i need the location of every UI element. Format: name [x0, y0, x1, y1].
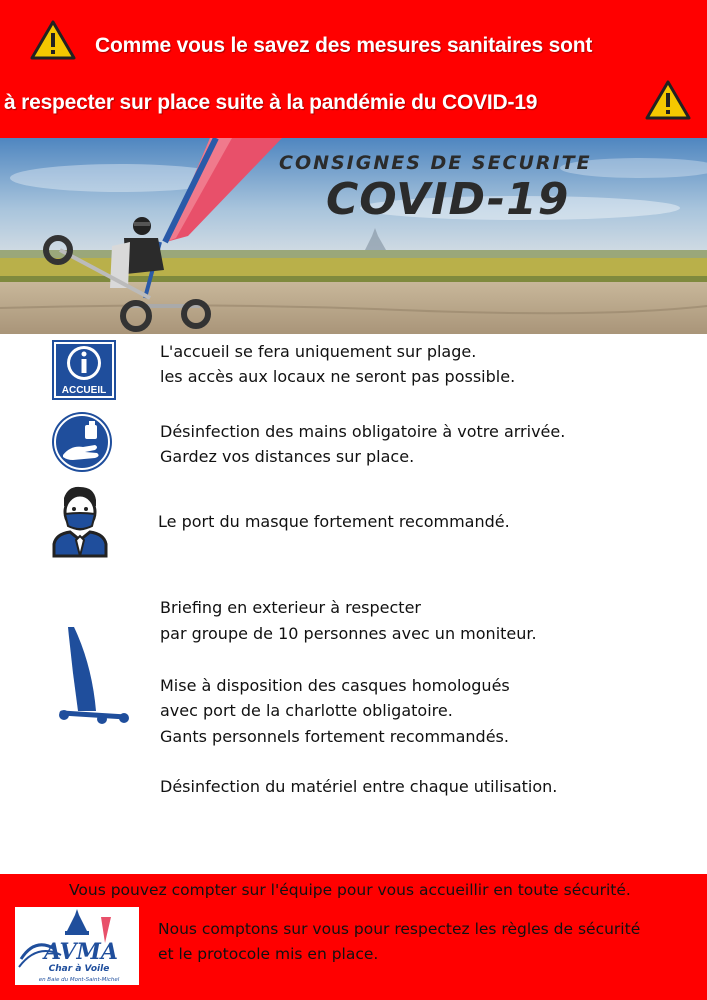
hero-title-small: CONSIGNES DE SECURITE [279, 152, 592, 174]
info-icon-label: ACCUEIL [61, 385, 107, 396]
header-line-2: à respecter sur place suite à la pandémie du COVID-19 [4, 91, 538, 114]
top-warning-banner [0, 0, 707, 138]
rule-2-line-2: Gardez vos distances sur place. [160, 447, 415, 466]
face-mask-person-icon [50, 484, 110, 562]
footer-line-3: et le protocole mis en place. [158, 945, 379, 963]
header-line-1: Comme vous le savez des mesures sanitaires sont [95, 34, 593, 57]
warning-triangle-icon [30, 20, 76, 60]
hand-sanitizer-icon [51, 411, 113, 477]
info-accueil-icon [51, 339, 117, 405]
rule-4-line-2: par groupe de 10 personnes avec un moniteur. [160, 624, 537, 643]
footer-line-2: Nous comptons sur vous pour respectez les règles de sécurité [158, 920, 641, 938]
hero-photo [0, 138, 707, 334]
rule-4-line-5: Gants personnels fortement recommandés. [160, 727, 509, 746]
hero-title-big: COVID-19 [326, 174, 570, 225]
rule-4-line-6: Désinfection du matériel entre chaque utilisation. [160, 777, 558, 796]
footer-line-1: Vous pouvez compter sur l'équipe pour vous accueillir en toute sécurité. [69, 881, 631, 899]
sand-yacht-icon [58, 625, 132, 731]
logo-tagline: Char à Voile [48, 964, 110, 974]
rule-1-line-1: L'accueil se fera uniquement sur plage. [160, 342, 477, 361]
rule-3-line-1: Le port du masque fortement recommandé. [158, 512, 510, 531]
rule-1-line-2: les accès aux locaux ne seront pas possible. [160, 367, 516, 386]
club-logo [15, 907, 139, 985]
rule-4-line-4: avec port de la charlotte obligatoire. [160, 701, 453, 720]
warning-triangle-icon [645, 80, 691, 120]
rule-4-line-1: Briefing en exterieur à respecter [160, 598, 421, 617]
logo-subtitle: en Baie du Mont-Saint-Michel [38, 977, 120, 983]
rule-2-line-1: Désinfection des mains obligatoire à votre arrivée. [160, 422, 566, 441]
logo-name: AVMA [44, 939, 118, 965]
rule-4-line-3: Mise à disposition des casques homologués [160, 676, 510, 695]
